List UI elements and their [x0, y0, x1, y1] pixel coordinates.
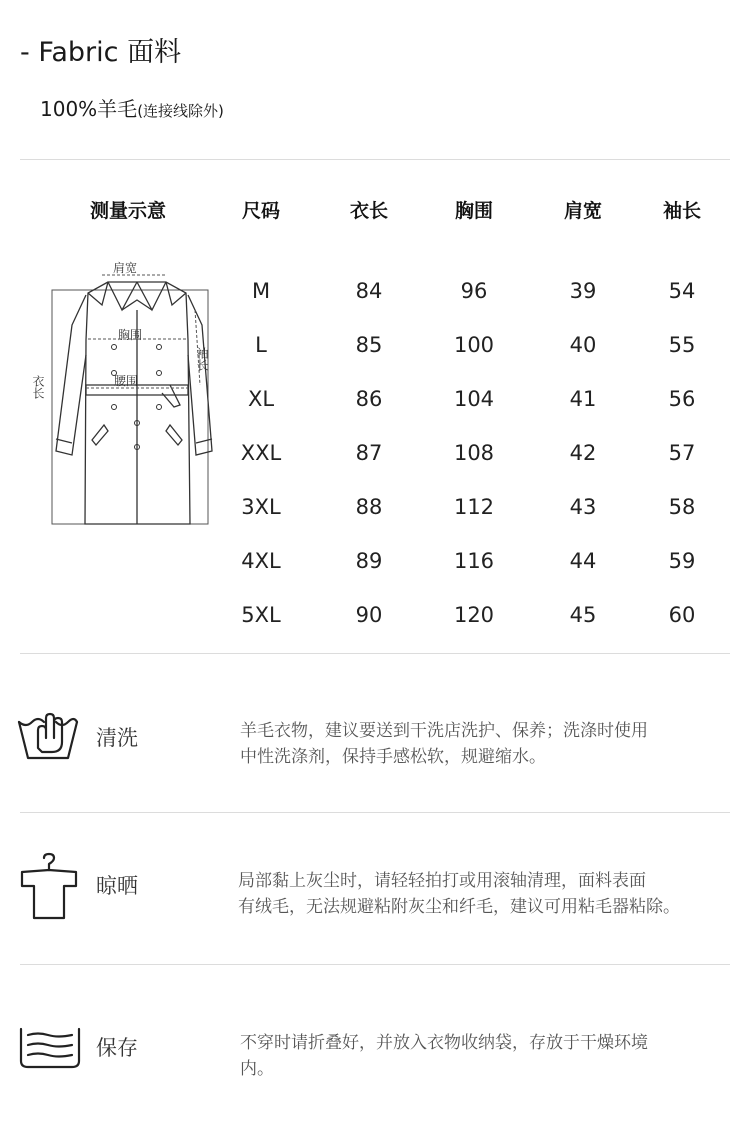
cell-sleeve: 60	[668, 603, 696, 627]
cell-sleeve: 58	[668, 495, 696, 519]
cell-sleeve: 54	[668, 279, 696, 303]
fabric-value: 100%羊毛	[40, 97, 138, 121]
cell-chest: 96	[460, 279, 488, 303]
dry-text: 局部黏上灰尘时，请轻轻拍打或用滚轴清理，面料表面 有绒毛，无法规避粘附灰尘和纤毛，建议可用粘毛器粘除。	[238, 871, 680, 917]
cell-chest: 120	[453, 603, 495, 627]
divider	[20, 812, 730, 813]
cell-length: 86	[355, 387, 383, 411]
cell-size: 3XL	[241, 495, 281, 519]
cell-shoulder: 43	[569, 495, 597, 519]
hand-wash-icon	[16, 708, 80, 764]
divider	[20, 964, 730, 965]
cell-length: 85	[355, 333, 383, 357]
cell-length: 88	[355, 495, 383, 519]
header-shoulder: 肩宽	[563, 200, 603, 222]
divider	[20, 653, 730, 654]
cell-size: L	[255, 333, 267, 357]
cell-shoulder: 39	[569, 279, 597, 303]
divider	[20, 159, 730, 160]
coat-diagram	[30, 255, 220, 530]
cell-size: 5XL	[241, 603, 281, 627]
dry-label: 晾晒	[96, 874, 138, 898]
wash-label: 清洗	[96, 726, 138, 750]
cell-shoulder: 42	[569, 441, 597, 465]
header-size: 尺码	[241, 200, 281, 222]
cell-chest: 108	[453, 441, 495, 465]
wash-text: 羊毛衣物，建议要送到干洗店洗护、保养；洗涤时使用 中性洗涤剂，保持手感松软，规避缩水。	[240, 721, 648, 767]
header-length: 衣长	[349, 200, 389, 222]
cell-sleeve: 55	[668, 333, 696, 357]
cell-size: XL	[247, 387, 275, 411]
cell-length: 84	[355, 279, 383, 303]
cell-sleeve: 57	[668, 441, 696, 465]
cell-sleeve: 56	[668, 387, 696, 411]
cell-length: 87	[355, 441, 383, 465]
cell-shoulder: 45	[569, 603, 597, 627]
store-label: 保存	[96, 1036, 138, 1060]
cell-chest: 100	[453, 333, 495, 357]
length-label: 衣长	[31, 375, 45, 399]
shoulder-label: 肩宽	[113, 261, 138, 275]
sleeve-label: 袖长	[195, 347, 209, 371]
cell-chest: 104	[453, 387, 495, 411]
storage-icon	[18, 1025, 82, 1071]
cell-sleeve: 59	[668, 549, 696, 573]
hanging-dry-icon	[18, 852, 80, 922]
cell-length: 90	[355, 603, 383, 627]
cell-chest: 116	[453, 549, 495, 573]
cell-size: 4XL	[241, 549, 281, 573]
cell-size: XXL	[240, 441, 282, 465]
fabric-note: (连接线除外)	[137, 102, 224, 120]
store-text: 不穿时请折叠好，并放入衣物收纳袋，存放于干燥环境 内。	[240, 1033, 648, 1079]
cell-shoulder: 44	[569, 549, 597, 573]
header-sleeve: 袖长	[662, 200, 702, 222]
header-chest: 胸围	[454, 200, 494, 222]
cell-chest: 112	[453, 495, 495, 519]
chest-label: 胸围	[118, 328, 143, 342]
cell-shoulder: 40	[569, 333, 597, 357]
fabric-composition	[40, 93, 224, 122]
cell-length: 89	[355, 549, 383, 573]
diagram-header: 测量示意	[89, 200, 167, 222]
cell-size: M	[251, 279, 271, 303]
cell-shoulder: 41	[569, 387, 597, 411]
fabric-title: - Fabric 面料	[20, 37, 182, 68]
waist-label: 腰围	[114, 374, 139, 388]
